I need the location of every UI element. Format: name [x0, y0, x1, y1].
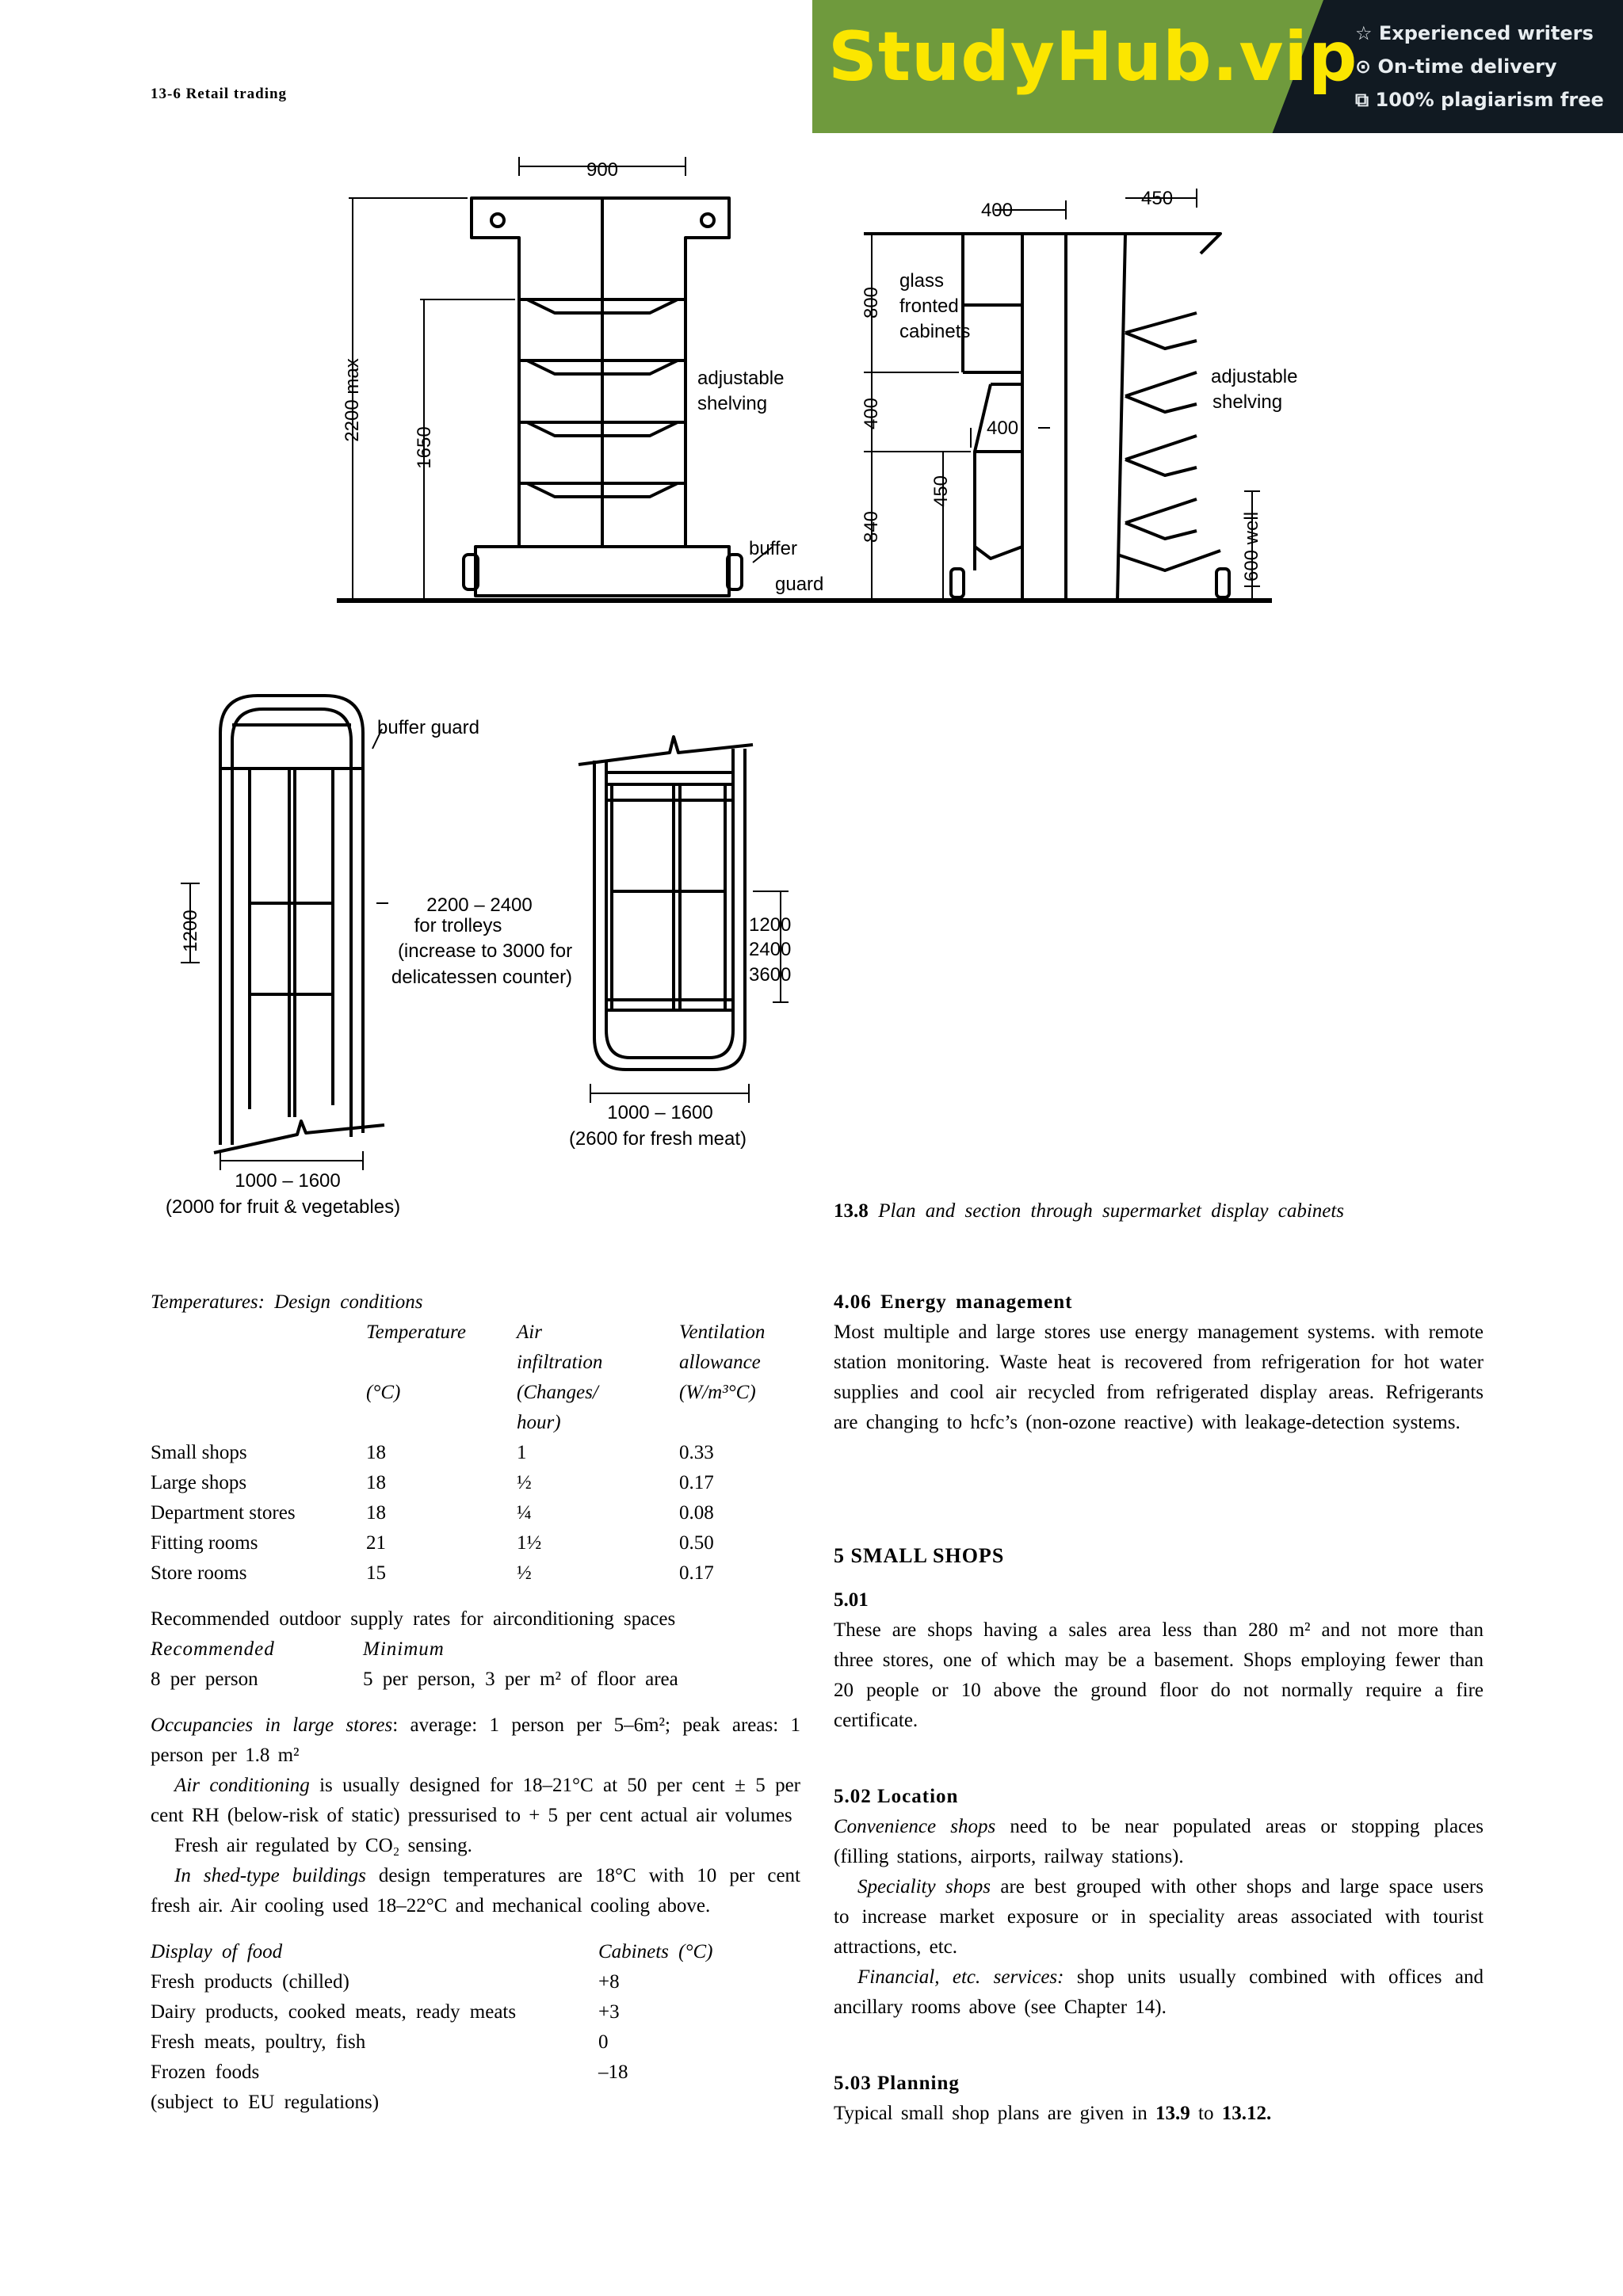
small-shops-heading: 5 SMALL SHOPS — [834, 1544, 1005, 1567]
wall-cabinet-section — [864, 189, 1260, 601]
th-temperature: Temperature — [366, 1322, 466, 1343]
dim-900: 900 — [586, 159, 619, 181]
label-adjustable-2: adjustable — [1211, 366, 1298, 387]
label-cabinets: cabinets — [899, 321, 971, 342]
ref-13-12[interactable]: 13.12. — [1221, 2103, 1272, 2124]
label-shelving-2: shelving — [1212, 391, 1283, 413]
right-column — [834, 1287, 1484, 2129]
supply-v-minimum: 5 per person, 3 per m² of floor area — [363, 1669, 678, 1690]
table-row: Large shops 18 ½ 0.17 — [151, 1472, 714, 1493]
freshair-para: Fresh air regulated by CO₂ sensing. — [174, 1835, 472, 1856]
dim-400c: 400 — [987, 418, 1019, 439]
s502-para-1: Convenience shops need to be near populated areas or stopping places (filling stations, airports, railway stations). — [834, 1816, 1484, 1867]
dim-450a: 450 — [1141, 188, 1174, 209]
th-air: Air — [517, 1322, 542, 1343]
label-shelving: shelving — [697, 393, 768, 414]
plan-left — [181, 696, 388, 1170]
page-header: 13-6 Retail trading — [151, 86, 288, 102]
supply-table — [151, 1634, 678, 1695]
th-infiltration: infiltration — [517, 1352, 603, 1373]
dim-2200max: 2200 max — [342, 358, 363, 442]
s502-heading: 5.02 Location — [834, 1786, 959, 1807]
food-note: (subject to EU regulations) — [151, 2092, 380, 2113]
dim-400b: 400 — [861, 397, 882, 430]
s501-body: These are shops having a sales area less than 280 m² and not more than three stores, one of which may be a basement. Shops employing fewer than 20 people or 10 above the ground floor do not normally require a fire certificate. — [834, 1619, 1484, 1731]
supply-title: Recommended outdoor supply rates for airconditioning spaces — [151, 1608, 676, 1630]
dim-800: 800 — [861, 286, 882, 319]
label-trolley-2: for trolleys — [414, 915, 502, 936]
figure-caption — [834, 1200, 1344, 1222]
label-buffer: buffer — [749, 538, 797, 559]
food-h-display: Display of food — [151, 1941, 283, 1962]
dim-840: 840 — [861, 510, 882, 543]
gondola-section-left — [337, 157, 1272, 601]
table-row: Store rooms 15 ½ 0.17 — [151, 1562, 714, 1584]
dim-450b: 450 — [930, 475, 952, 508]
th-unit-air: (Changes/ — [517, 1382, 598, 1403]
th-unit-vent: (W/m³°C) — [679, 1382, 756, 1403]
th-unit-temp: (°C) — [366, 1382, 401, 1403]
table-row: Fresh products (chilled) +8 — [151, 1971, 620, 1993]
temperatures-table — [151, 1318, 765, 1589]
th-allowance: allowance — [679, 1352, 761, 1373]
temperatures-title: Temperatures: Design conditions — [151, 1291, 423, 1313]
ref-13-9[interactable]: 13.9 — [1155, 2103, 1190, 2124]
table-row: Fresh meats, poultry, fish 0 — [151, 2031, 609, 2053]
supply-h-recommended: Recommended — [151, 1638, 275, 1660]
left-column — [151, 1287, 800, 2118]
supply-h-minimum: Minimum — [363, 1638, 445, 1660]
s502-para-3: Financial, etc. services: shop units usually combined with offices and ancillary rooms above (see Chapter 14). — [834, 1966, 1484, 2018]
s501-heading: 5.01 — [834, 1589, 869, 1611]
table-row: Small shops 18 1 0.33 — [151, 1442, 714, 1463]
dim-plan-2400: 2400 — [749, 939, 792, 960]
studyhub-logo[interactable]: StudyHub.vip — [828, 17, 1358, 97]
caption-number: 13.8 — [834, 1200, 869, 1222]
s503-heading: 5.03 Planning — [834, 2073, 960, 2094]
table-row: Frozen foods –18 — [151, 2061, 628, 2083]
star-icon: ☆ — [1355, 22, 1373, 44]
copy-icon: ⧉ — [1355, 89, 1369, 111]
dim-1200: 1200 — [180, 910, 201, 952]
label-trolley-3: (increase to 3000 for — [397, 940, 573, 962]
th-unit-air-2: hour) — [517, 1412, 561, 1433]
label-fresh-2: (2600 for fresh meat) — [568, 1128, 747, 1150]
aircon-para: Air conditioning is usually designed for 18–21°C at 50 per cent ± 5 per cent RH (below-risk of static) pressurised to + 5 per cent actual air volumes — [151, 1775, 800, 1826]
dim-400a: 400 — [980, 200, 1013, 221]
label-fruit-1: 1000 – 1600 — [235, 1170, 341, 1192]
occupancy-para: Occupancies in large stores: average: 1 person per 5–6m²; peak areas: 1 person per 1.8 m² — [151, 1714, 800, 1766]
dim-plan-1200: 1200 — [749, 914, 792, 936]
supply-v-recommended: 8 per person — [151, 1669, 258, 1690]
food-table — [151, 1937, 800, 2118]
s502-para-2: Speciality shops are best grouped with other shops and large space users to increase market exposure or in speciality areas associated with tourist attractions, etc. — [834, 1876, 1484, 1958]
label-buffer-guard: buffer guard — [377, 717, 479, 738]
label-glass: glass — [899, 270, 945, 292]
table-row: Dairy products, cooked meats, ready meats +3 — [151, 2001, 620, 2023]
energy-heading: 4.06 Energy management — [834, 1291, 1073, 1313]
banner-feature-writers: ☆ Experienced writers — [1355, 22, 1594, 44]
label-fronted: fronted — [899, 296, 959, 317]
label-trolley-4: delicatessen counter) — [391, 967, 573, 988]
th-ventilation: Ventilation — [679, 1322, 766, 1343]
banner-feature-plagiarism: ⧉ 100% plagiarism free — [1355, 89, 1604, 111]
label-guard: guard — [775, 574, 824, 595]
table-row: Fitting rooms 21 1½ 0.50 — [151, 1532, 714, 1554]
shed-para: In shed-type buildings design temperatures are 18°C with 10 per cent fresh air. Air cooling used 18–22°C and mechanical cooling above. — [151, 1865, 800, 1917]
label-adjustable: adjustable — [697, 368, 785, 389]
table-row: Department stores 18 ¼ 0.08 — [151, 1502, 714, 1524]
food-h-cabinets: Cabinets (°C) — [598, 1941, 713, 1962]
label-fruit-2: (2000 for fruit & vegetables) — [165, 1196, 401, 1218]
energy-body: Most multiple and large stores use energy management systems. with remote station monitoring. Waste heat is recovered from refrigeration for hot water supplies and cool air recycled from refrigerated display areas. Refrigerants are changing to hcfc’s (non-ozone reactive) with leakage-detection systems. — [834, 1322, 1484, 1433]
s503-body: Typical small shop plans are given in 13.9 to 13.12. — [834, 2103, 1272, 2124]
clock-icon: ⊙ — [1355, 55, 1372, 78]
dim-1650: 1650 — [414, 426, 435, 469]
label-fresh-1: 1000 – 1600 — [607, 1102, 713, 1123]
caption-text: Plan and section through supermarket display cabinets — [878, 1200, 1345, 1222]
dim-plan-3600: 3600 — [749, 964, 792, 986]
dim-600-well: 600 well — [1241, 511, 1262, 582]
banner-feature-delivery: ⊙ On-time delivery — [1355, 55, 1557, 78]
label-trolley-1: 2200 – 2400 — [426, 894, 533, 916]
